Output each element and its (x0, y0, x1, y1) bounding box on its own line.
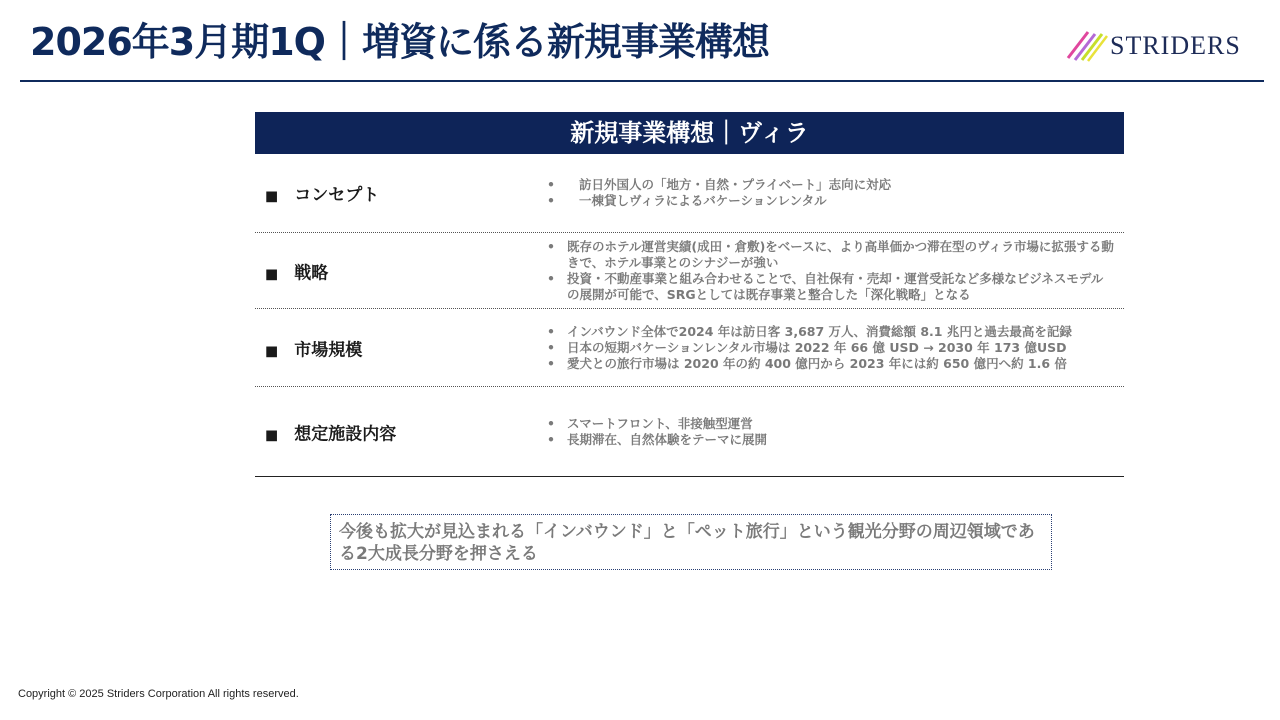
list-item: • インバウンド全体で2024 年は訪日客 3,687 万人、消費総額 8.1 兆円と過去最高を記録 (545, 324, 1115, 340)
square-bullet-icon: ■ (265, 343, 279, 359)
row-facility (255, 387, 1124, 477)
list-item: • 日本の短期バケーションレンタル市場は 2022 年 66 億 USD → 2030 年 173 億USD (545, 340, 1115, 356)
page-title: 2026年3月期1Q｜増資に係る新規事業構想 (30, 20, 769, 64)
list-item: • スマートフロント、非接触型運営 (545, 416, 1115, 432)
row-label: ■ コンセプト (265, 185, 380, 206)
row-label: ■ 想定施設内容 (265, 424, 397, 444)
list-item: • 既存のホテル運営実績(成田・倉敷)をベースに、より高単価かつ滞在型のヴィラ市場に拡張する動きで、ホテル事業とのシナジーが強い (545, 239, 1115, 271)
stripes-logo-icon (1066, 28, 1108, 62)
header-divider (20, 80, 1264, 82)
list-item: • 投資・不動産事業と組み合わせることで、自社保有・売却・運営受託など多様なビジネスモデルの展開が可能で、SRGとしては既存事業と整合した「深化戦略」となる (545, 271, 1115, 303)
row-label: ■ 戦略 (265, 263, 329, 283)
row-label: ■ 市場規模 (265, 340, 363, 360)
square-bullet-icon: ■ (265, 188, 279, 205)
bullet-list (545, 177, 1115, 209)
list-item: • 一棟貸しヴィラによるバケーションレンタル (545, 193, 1115, 209)
square-bullet-icon: ■ (265, 266, 279, 282)
row-concept (255, 154, 1124, 233)
copyright-notice: Copyright © 2025 Striders Corporation All rights reserved. (18, 688, 299, 700)
logo-wordmark: STRIDERS (1110, 31, 1241, 60)
list-item: • 訪日外国人の「地方・自然・プライベート」志向に対応 (545, 177, 1115, 193)
bullet-list (545, 324, 1115, 372)
bullet-list (545, 239, 1115, 303)
company-logo (1066, 26, 1256, 66)
summary-callout: 今後も拡大が見込まれる「インバウンド」と「ペット旅行」という観光分野の周辺領域である2大成長分野を押さえる (330, 514, 1052, 570)
list-item: • 長期滞在、自然体験をテーマに展開 (545, 432, 1115, 448)
bullet-list (545, 416, 1115, 448)
list-item: • 愛犬との旅行市場は 2020 年の約 400 億円から 2023 年には約 650 億円へ約 1.6 倍 (545, 356, 1115, 372)
panel-title: 新規事業構想｜ヴィラ (255, 112, 1124, 154)
square-bullet-icon: ■ (265, 427, 279, 443)
row-strategy (255, 233, 1124, 309)
row-market-size (255, 309, 1124, 387)
